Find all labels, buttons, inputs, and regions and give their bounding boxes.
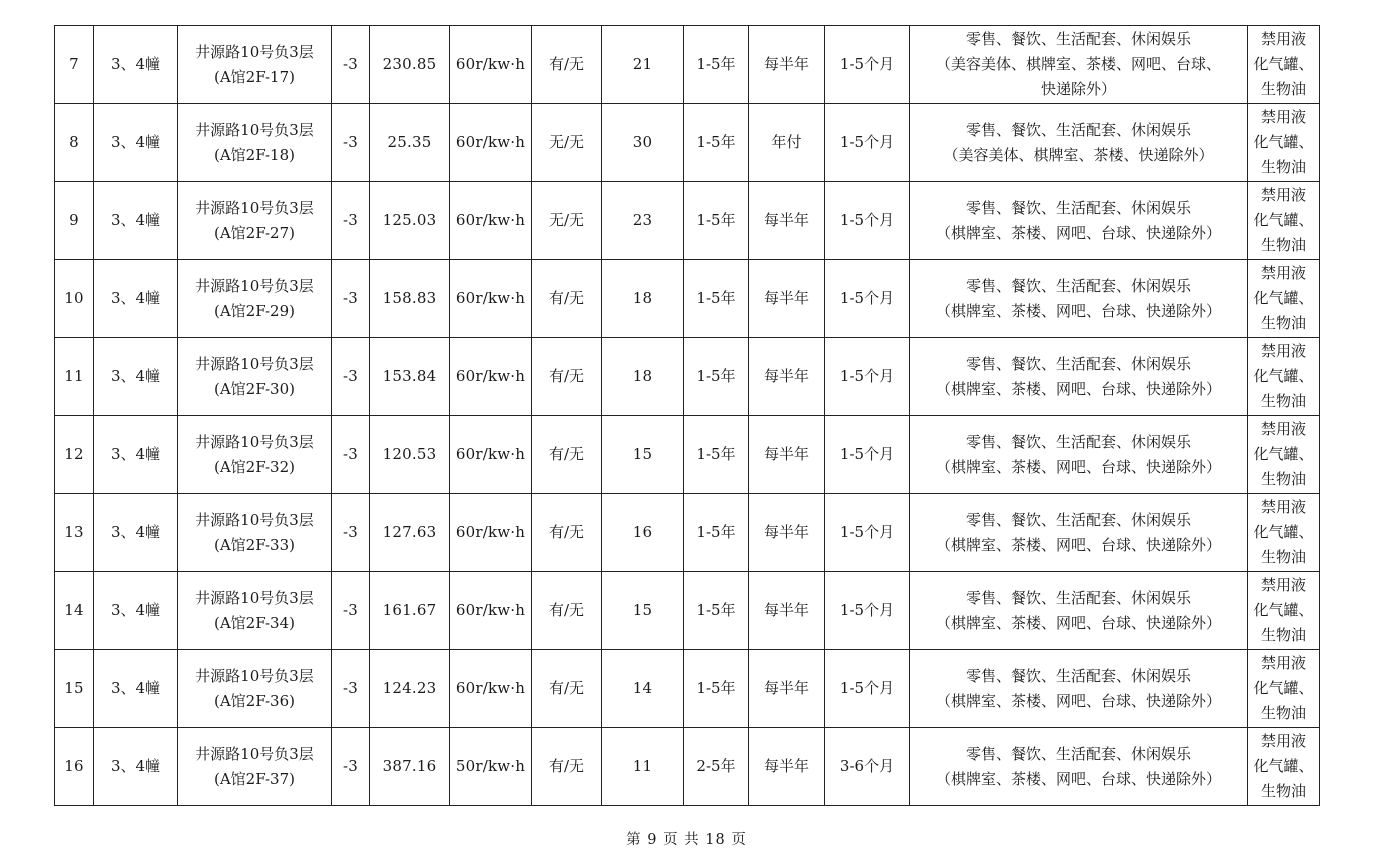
- address-line: 井源路10号负3层: [195, 276, 314, 295]
- note-line: 生物油: [1260, 236, 1306, 254]
- note-line: 禁用液: [1260, 30, 1306, 48]
- row-number: 14: [55, 572, 94, 650]
- note-line: 化气罐、: [1253, 133, 1314, 151]
- usage-line: （棋牌室、茶楼、网吧、台球、快递除外）: [935, 223, 1221, 242]
- address-cell: [178, 104, 332, 182]
- free-period-cell: 1-5个月: [825, 104, 910, 182]
- condition-cell: 有/无: [532, 494, 602, 572]
- area-cell: 124.23: [370, 650, 450, 728]
- area-cell: 125.03: [370, 182, 450, 260]
- usage-line: 零售、餐饮、生活配套、休闲娱乐: [965, 744, 1191, 763]
- table-row: [55, 338, 1320, 416]
- term-cell: 1-5年: [684, 650, 749, 728]
- area-cell: 161.67: [370, 572, 450, 650]
- area-cell: 158.83: [370, 260, 450, 338]
- note-line: 化气罐、: [1253, 55, 1314, 73]
- usage-line: 零售、餐饮、生活配套、休闲娱乐: [965, 432, 1191, 451]
- building-cell: 3、4幢: [94, 338, 178, 416]
- payment-cell: 每半年: [749, 572, 825, 650]
- address-cell: [178, 650, 332, 728]
- usage-cell: [910, 182, 1248, 260]
- note-line: 生物油: [1260, 470, 1306, 488]
- building-cell: 3、4幢: [94, 260, 178, 338]
- condition-cell: 无/无: [532, 104, 602, 182]
- term-cell: 1-5年: [684, 416, 749, 494]
- term-cell: 1-5年: [684, 182, 749, 260]
- free-period-cell: 1-5个月: [825, 494, 910, 572]
- free-period-cell: 1-5个月: [825, 650, 910, 728]
- price-cell: 60r/kw·h: [450, 572, 532, 650]
- address-line: (A馆2F-36): [214, 691, 295, 710]
- usage-line: 零售、餐饮、生活配套、休闲娱乐: [965, 30, 1191, 48]
- term-cell: 1-5年: [684, 104, 749, 182]
- note-cell: [1248, 728, 1320, 806]
- count-cell: 15: [602, 416, 684, 494]
- count-cell: 21: [602, 26, 684, 104]
- lease-table: [54, 25, 1320, 806]
- address-cell: [178, 416, 332, 494]
- building-cell: 3、4幢: [94, 104, 178, 182]
- price-cell: 60r/kw·h: [450, 182, 532, 260]
- address-line: 井源路10号负3层: [195, 666, 314, 685]
- note-line: 禁用液: [1260, 576, 1306, 594]
- usage-line: （棋牌室、茶楼、网吧、台球、快递除外）: [935, 301, 1221, 320]
- table-row: [55, 182, 1320, 260]
- area-cell: 153.84: [370, 338, 450, 416]
- area-cell: 120.53: [370, 416, 450, 494]
- term-cell: 2-5年: [684, 728, 749, 806]
- row-number: 16: [55, 728, 94, 806]
- address-cell: [178, 572, 332, 650]
- address-line: (A馆2F-37): [214, 769, 295, 788]
- price-cell: 60r/kw·h: [450, 494, 532, 572]
- address-cell: [178, 338, 332, 416]
- condition-cell: 有/无: [532, 572, 602, 650]
- area-cell: 387.16: [370, 728, 450, 806]
- note-cell: [1248, 416, 1320, 494]
- price-cell: 60r/kw·h: [450, 26, 532, 104]
- note-line: 生物油: [1260, 782, 1306, 800]
- note-line: 禁用液: [1260, 654, 1306, 672]
- count-cell: 16: [602, 494, 684, 572]
- table-row: [55, 416, 1320, 494]
- payment-cell: 每半年: [749, 728, 825, 806]
- address-line: 井源路10号负3层: [195, 510, 314, 529]
- note-cell: [1248, 494, 1320, 572]
- floor-cell: -3: [332, 104, 370, 182]
- note-line: 生物油: [1260, 392, 1306, 410]
- price-cell: 60r/kw·h: [450, 416, 532, 494]
- area-cell: 25.35: [370, 104, 450, 182]
- payment-cell: 每半年: [749, 26, 825, 104]
- table-row: [55, 260, 1320, 338]
- count-cell: 30: [602, 104, 684, 182]
- building-cell: 3、4幢: [94, 728, 178, 806]
- address-line: 井源路10号负3层: [195, 120, 314, 139]
- table-body: [55, 26, 1320, 806]
- usage-line: （棋牌室、茶楼、网吧、台球、快递除外）: [935, 535, 1221, 554]
- payment-cell: 每半年: [749, 338, 825, 416]
- row-number: 10: [55, 260, 94, 338]
- note-line: 化气罐、: [1253, 445, 1314, 463]
- note-cell: [1248, 182, 1320, 260]
- free-period-cell: 1-5个月: [825, 416, 910, 494]
- usage-cell: [910, 26, 1248, 104]
- term-cell: 1-5年: [684, 26, 749, 104]
- address-cell: [178, 494, 332, 572]
- free-period-cell: 1-5个月: [825, 260, 910, 338]
- address-line: 井源路10号负3层: [195, 198, 314, 217]
- note-line: 化气罐、: [1253, 211, 1314, 229]
- usage-line: 零售、餐饮、生活配套、休闲娱乐: [965, 510, 1191, 529]
- note-line: 禁用液: [1260, 342, 1306, 360]
- note-line: 化气罐、: [1253, 601, 1314, 619]
- note-line: 生物油: [1260, 704, 1306, 722]
- floor-cell: -3: [332, 494, 370, 572]
- usage-line: （美容美体、棋牌室、茶楼、快递除外）: [943, 145, 1214, 164]
- address-line: 井源路10号负3层: [195, 432, 314, 451]
- table-row: [55, 494, 1320, 572]
- note-line: 禁用液: [1260, 732, 1306, 750]
- note-line: 生物油: [1260, 80, 1306, 98]
- usage-cell: [910, 260, 1248, 338]
- floor-cell: -3: [332, 650, 370, 728]
- usage-line: （棋牌室、茶楼、网吧、台球、快递除外）: [935, 613, 1221, 632]
- count-cell: 11: [602, 728, 684, 806]
- payment-cell: 每半年: [749, 494, 825, 572]
- floor-cell: -3: [332, 260, 370, 338]
- free-period-cell: 1-5个月: [825, 182, 910, 260]
- address-line: 井源路10号负3层: [195, 354, 314, 373]
- usage-line: 零售、餐饮、生活配套、休闲娱乐: [965, 198, 1191, 217]
- condition-cell: 有/无: [532, 26, 602, 104]
- note-cell: [1248, 572, 1320, 650]
- building-cell: 3、4幢: [94, 572, 178, 650]
- payment-cell: 每半年: [749, 650, 825, 728]
- address-line: (A馆2F-32): [214, 457, 295, 476]
- note-cell: [1248, 104, 1320, 182]
- price-cell: 60r/kw·h: [450, 260, 532, 338]
- term-cell: 1-5年: [684, 494, 749, 572]
- floor-cell: -3: [332, 182, 370, 260]
- condition-cell: 有/无: [532, 338, 602, 416]
- floor-cell: -3: [332, 416, 370, 494]
- building-cell: 3、4幢: [94, 26, 178, 104]
- count-cell: 23: [602, 182, 684, 260]
- floor-cell: -3: [332, 728, 370, 806]
- usage-line: 零售、餐饮、生活配套、休闲娱乐: [965, 276, 1191, 295]
- free-period-cell: 1-5个月: [825, 572, 910, 650]
- usage-cell: [910, 572, 1248, 650]
- address-line: 井源路10号负3层: [195, 588, 314, 607]
- address-line: (A馆2F-17): [214, 67, 295, 86]
- address-line: (A馆2F-29): [214, 301, 295, 320]
- address-line: 井源路10号负3层: [195, 744, 314, 763]
- note-line: 化气罐、: [1253, 679, 1314, 697]
- usage-line: 零售、餐饮、生活配套、休闲娱乐: [965, 354, 1191, 373]
- note-cell: [1248, 260, 1320, 338]
- address-line: (A馆2F-30): [214, 379, 295, 398]
- free-period-cell: 3-6个月: [825, 728, 910, 806]
- usage-cell: [910, 338, 1248, 416]
- note-line: 化气罐、: [1253, 289, 1314, 307]
- price-cell: 60r/kw·h: [450, 650, 532, 728]
- building-cell: 3、4幢: [94, 416, 178, 494]
- address-cell: [178, 182, 332, 260]
- note-cell: [1248, 338, 1320, 416]
- note-line: 化气罐、: [1253, 757, 1314, 775]
- address-cell: [178, 26, 332, 104]
- usage-line: （棋牌室、茶楼、网吧、台球、快递除外）: [935, 691, 1221, 710]
- floor-cell: -3: [332, 338, 370, 416]
- address-line: (A馆2F-33): [214, 535, 295, 554]
- row-number: 15: [55, 650, 94, 728]
- table-row: [55, 650, 1320, 728]
- row-number: 8: [55, 104, 94, 182]
- count-cell: 18: [602, 260, 684, 338]
- building-cell: 3、4幢: [94, 494, 178, 572]
- row-number: 9: [55, 182, 94, 260]
- note-line: 禁用液: [1260, 108, 1306, 126]
- note-line: 禁用液: [1260, 186, 1306, 204]
- condition-cell: 无/无: [532, 182, 602, 260]
- note-line: 禁用液: [1260, 264, 1306, 282]
- price-cell: 60r/kw·h: [450, 338, 532, 416]
- address-line: 井源路10号负3层: [195, 42, 314, 61]
- usage-cell: [910, 416, 1248, 494]
- free-period-cell: 1-5个月: [825, 338, 910, 416]
- row-number: 12: [55, 416, 94, 494]
- price-cell: 50r/kw·h: [450, 728, 532, 806]
- usage-cell: [910, 728, 1248, 806]
- term-cell: 1-5年: [684, 572, 749, 650]
- condition-cell: 有/无: [532, 650, 602, 728]
- note-cell: [1248, 650, 1320, 728]
- note-line: 化气罐、: [1253, 367, 1314, 385]
- usage-cell: [910, 650, 1248, 728]
- note-line: 生物油: [1260, 548, 1306, 566]
- usage-cell: [910, 494, 1248, 572]
- price-cell: 60r/kw·h: [450, 104, 532, 182]
- address-line: (A馆2F-27): [214, 223, 295, 242]
- note-line: 化气罐、: [1253, 523, 1314, 541]
- usage-line: （棋牌室、茶楼、网吧、台球、快递除外）: [935, 769, 1221, 788]
- usage-line: 快递除外）: [1040, 80, 1116, 98]
- table-row: [55, 572, 1320, 650]
- note-line: 生物油: [1260, 314, 1306, 332]
- floor-cell: -3: [332, 26, 370, 104]
- usage-line: 零售、餐饮、生活配套、休闲娱乐: [965, 588, 1191, 607]
- free-period-cell: 1-5个月: [825, 26, 910, 104]
- condition-cell: 有/无: [532, 260, 602, 338]
- payment-cell: 每半年: [749, 182, 825, 260]
- note-line: 生物油: [1260, 626, 1306, 644]
- usage-cell: [910, 104, 1248, 182]
- condition-cell: 有/无: [532, 728, 602, 806]
- payment-cell: 每半年: [749, 260, 825, 338]
- usage-line: 零售、餐饮、生活配套、休闲娱乐: [965, 666, 1191, 685]
- address-cell: [178, 728, 332, 806]
- table-row: [55, 104, 1320, 182]
- term-cell: 1-5年: [684, 260, 749, 338]
- building-cell: 3、4幢: [94, 650, 178, 728]
- area-cell: 230.85: [370, 26, 450, 104]
- note-line: 禁用液: [1260, 498, 1306, 516]
- page-footer: 第 9 页 共 18 页: [626, 832, 747, 848]
- table-row: [55, 26, 1320, 104]
- usage-line: （棋牌室、茶楼、网吧、台球、快递除外）: [935, 379, 1221, 398]
- usage-line: （美容美体、棋牌室、茶楼、网吧、台球、: [935, 55, 1221, 73]
- usage-line: 零售、餐饮、生活配套、休闲娱乐: [965, 120, 1191, 139]
- note-line: 生物油: [1260, 158, 1306, 176]
- row-number: 7: [55, 26, 94, 104]
- usage-line: （棋牌室、茶楼、网吧、台球、快递除外）: [935, 457, 1221, 476]
- payment-cell: 每半年: [749, 416, 825, 494]
- address-cell: [178, 260, 332, 338]
- count-cell: 15: [602, 572, 684, 650]
- row-number: 13: [55, 494, 94, 572]
- row-number: 11: [55, 338, 94, 416]
- floor-cell: -3: [332, 572, 370, 650]
- address-line: (A馆2F-34): [214, 613, 295, 632]
- payment-cell: 年付: [749, 104, 825, 182]
- table-row: [55, 728, 1320, 806]
- note-line: 禁用液: [1260, 420, 1306, 438]
- count-cell: 14: [602, 650, 684, 728]
- count-cell: 18: [602, 338, 684, 416]
- note-cell: [1248, 26, 1320, 104]
- area-cell: 127.63: [370, 494, 450, 572]
- building-cell: 3、4幢: [94, 182, 178, 260]
- term-cell: 1-5年: [684, 338, 749, 416]
- condition-cell: 有/无: [532, 416, 602, 494]
- address-line: (A馆2F-18): [214, 145, 295, 164]
